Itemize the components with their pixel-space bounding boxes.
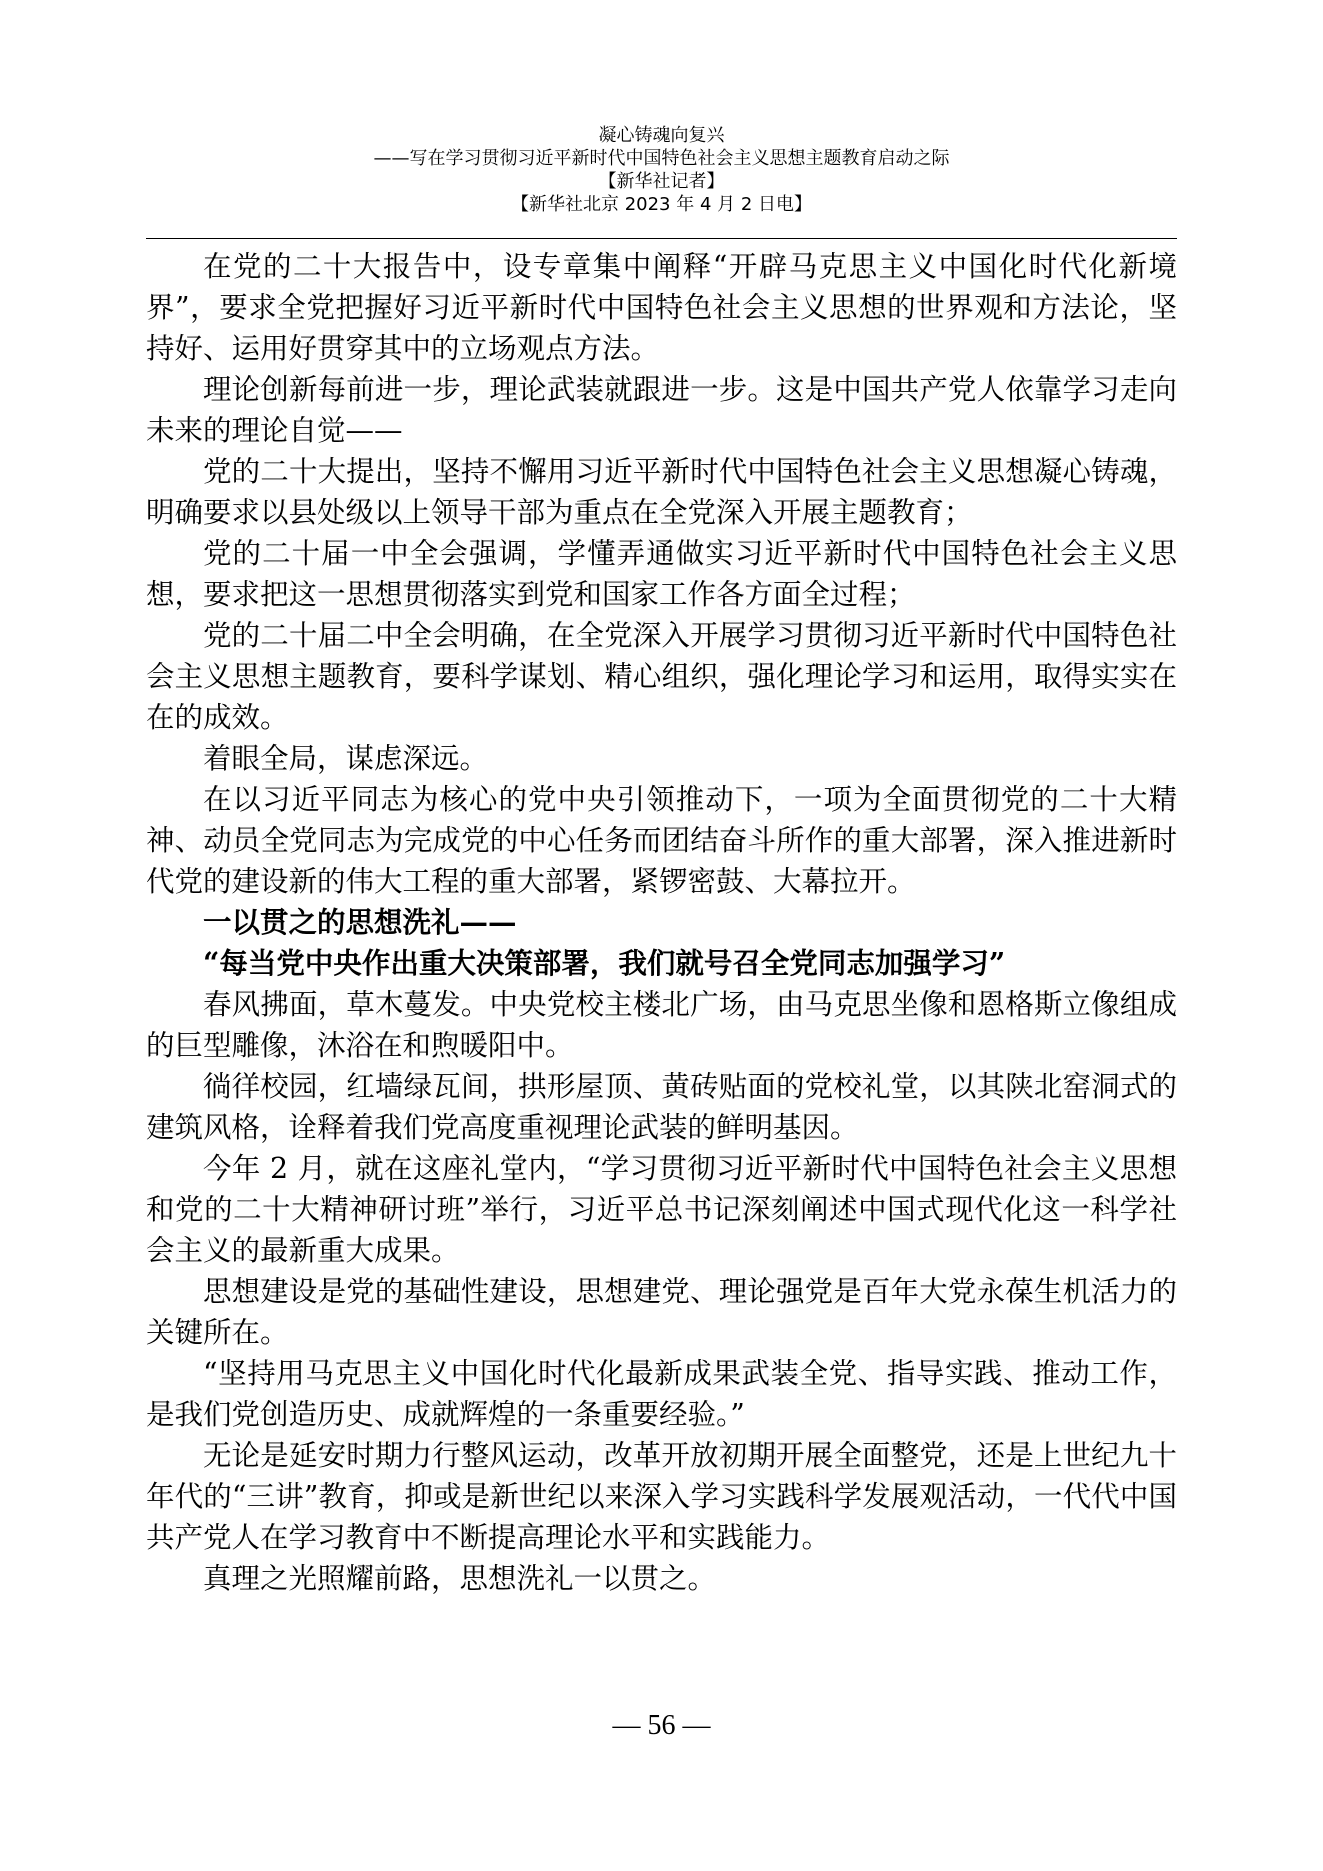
document-header xyxy=(146,124,1177,216)
section-heading: 一以贯之的思想洗礼—— xyxy=(203,905,517,939)
header-divider xyxy=(146,238,1177,239)
page-number: — 56 — xyxy=(612,1710,711,1741)
article-author: 【新华社记者】 xyxy=(598,171,725,192)
paragraph: 真理之光照耀前路，思想洗礼一以贯之。 xyxy=(203,1562,717,1595)
paragraph: 在党的二十大报告中，设专章集中阐释“开辟马克思主义中国化时代化新境界”，要求全党把握好习近平新时代中国特色社会主义思想的世界观和方法论，坚持好、运用好贯穿其中的立场观点方法。 xyxy=(146,250,1177,365)
paragraph: “坚持用马克思主义中国化时代化最新成果武装全党、指导实践、推动工作，是我们党创造历史、成就辉煌的一条重要经验。” xyxy=(146,1357,1177,1431)
article-subtitle: ——写在学习贯彻习近平新时代中国特色社会主义思想主题教育启动之际 xyxy=(373,148,950,169)
paragraph: 无论是延安时期力行整风运动，改革开放初期开展全面整党，还是上世纪九十年代的“三讲”教育，抑或是新世纪以来深入学习实践科学发展观活动，一代代中国共产党人在学习教育中不断提高理论水平和实践能力。 xyxy=(146,1439,1177,1554)
paragraph: 春风拂面，草木蔓发。中央党校主楼北广场，由马克思坐像和恩格斯立像组成的巨型雕像，沐浴在和煦暖阳中。 xyxy=(146,988,1177,1062)
paragraph: 今年 2 月，就在这座礼堂内，“学习贯彻习近平新时代中国特色社会主义思想和党的二十大精神研讨班”举行，习近平总书记深刻阐述中国式现代化这一科学社会主义的最新重大成果。 xyxy=(146,1152,1177,1267)
paragraph: 着眼全局，谋虑深远。 xyxy=(203,742,489,775)
paragraph: 思想建设是党的基础性建设，思想建党、理论强党是百年大党永葆生机活力的关键所在。 xyxy=(146,1275,1177,1349)
paragraph: 在以习近平同志为核心的党中央引领推动下，一项为全面贯彻党的二十大精神、动员全党同志为完成党的中心任务而团结奋斗所作的重大部署，深入推进新时代党的建设新的伟大工程的重大部署，紧锣密鼓、大幕拉开。 xyxy=(146,783,1177,898)
paragraph: 徜徉校园，红墙绿瓦间，拱形屋顶、黄砖贴面的党校礼堂，以其陕北窑洞式的建筑风格，诠释着我们党高度重视理论武装的鲜明基因。 xyxy=(146,1070,1177,1144)
article-title: 凝心铸魂向复兴 xyxy=(598,125,725,146)
paragraph: 党的二十届二中全会明确，在全党深入开展学习贯彻习近平新时代中国特色社会主义思想主题教育，要科学谋划、精心组织，强化理论学习和运用，取得实实在在的成效。 xyxy=(146,619,1177,734)
article-dateline: 【新华社北京 2023 年 4 月 2 日电】 xyxy=(510,194,813,215)
section-subheading: “每当党中央作出重大决策部署，我们就号召全党同志加强学习” xyxy=(203,946,1006,980)
article-body xyxy=(146,246,1177,1599)
paragraph: 理论创新每前进一步，理论武装就跟进一步。这是中国共产党人依靠学习走向未来的理论自觉—— xyxy=(146,373,1177,447)
paragraph: 党的二十大提出，坚持不懈用习近平新时代中国特色社会主义思想凝心铸魂，明确要求以县处级以上领导干部为重点在全党深入开展主题教育； xyxy=(146,455,1177,529)
paragraph: 党的二十届一中全会强调，学懂弄通做实习近平新时代中国特色社会主义思想，要求把这一思想贯彻落实到党和国家工作各方面全过程； xyxy=(146,537,1177,611)
